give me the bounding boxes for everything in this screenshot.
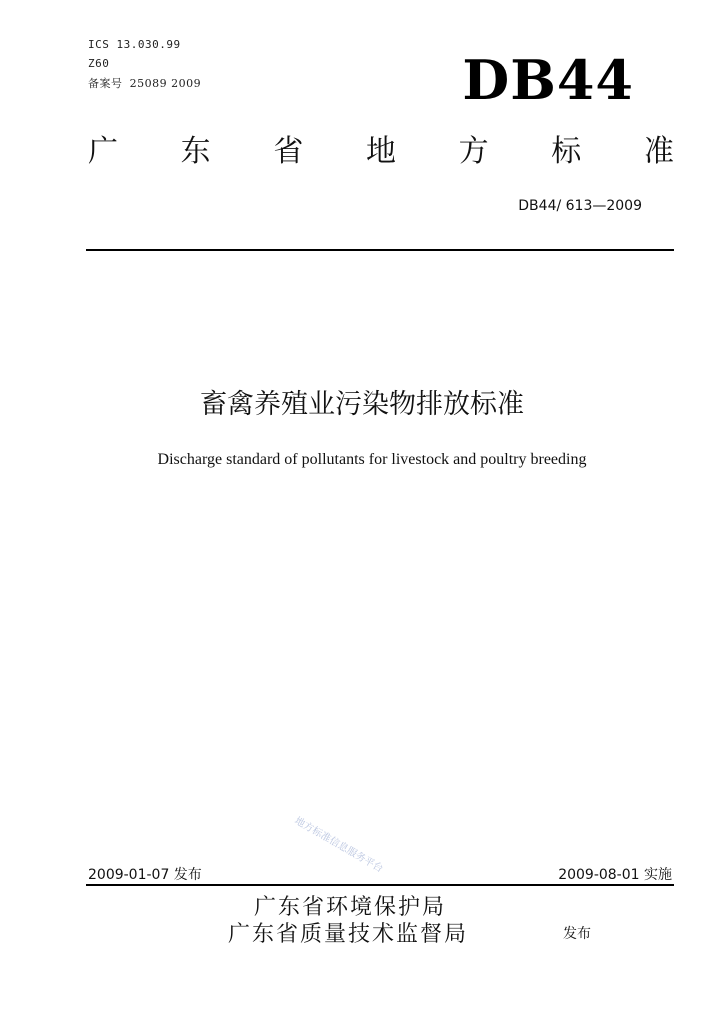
standard-number: DB44/ 613—2009 — [518, 198, 642, 214]
footer-divider — [86, 884, 674, 886]
publish-label: 发布 — [563, 926, 591, 942]
issue-date: 2009-01-07 发布 — [88, 867, 202, 883]
standard-type-heading — [88, 132, 674, 172]
standard-type-char: 省 — [273, 134, 304, 169]
standard-type-char: 地 — [365, 134, 396, 169]
issuing-authority: 广东省环境保护局 — [254, 895, 447, 920]
header-divider — [86, 249, 674, 251]
ics-code: ICS 13.030.99 — [88, 38, 181, 51]
issuing-authority: 广东省质量技术监督局 — [228, 922, 469, 947]
standard-type-char: 东 — [180, 134, 211, 169]
registration-number — [88, 75, 201, 91]
standard-type-char: 方 — [458, 134, 489, 169]
standard-type-char: 准 — [643, 134, 674, 169]
standard-type-char: 标 — [551, 134, 582, 169]
db-code-mark: DB44 — [462, 48, 634, 112]
ccs-code: Z60 — [88, 57, 110, 70]
document-title-chinese: 畜禽养殖业污染物排放标准 — [200, 389, 524, 420]
registration-label: 备案号 — [88, 77, 123, 90]
document-title-english: Discharge standard of pollutants for livestock and poultry breeding — [157, 451, 587, 468]
registration-value: 25089 2009 — [129, 77, 202, 90]
watermark: 地方标准信息服务平台 — [292, 815, 385, 875]
standard-type-char: 广 — [88, 134, 118, 169]
implementation-date: 2009-08-01 实施 — [558, 867, 672, 883]
